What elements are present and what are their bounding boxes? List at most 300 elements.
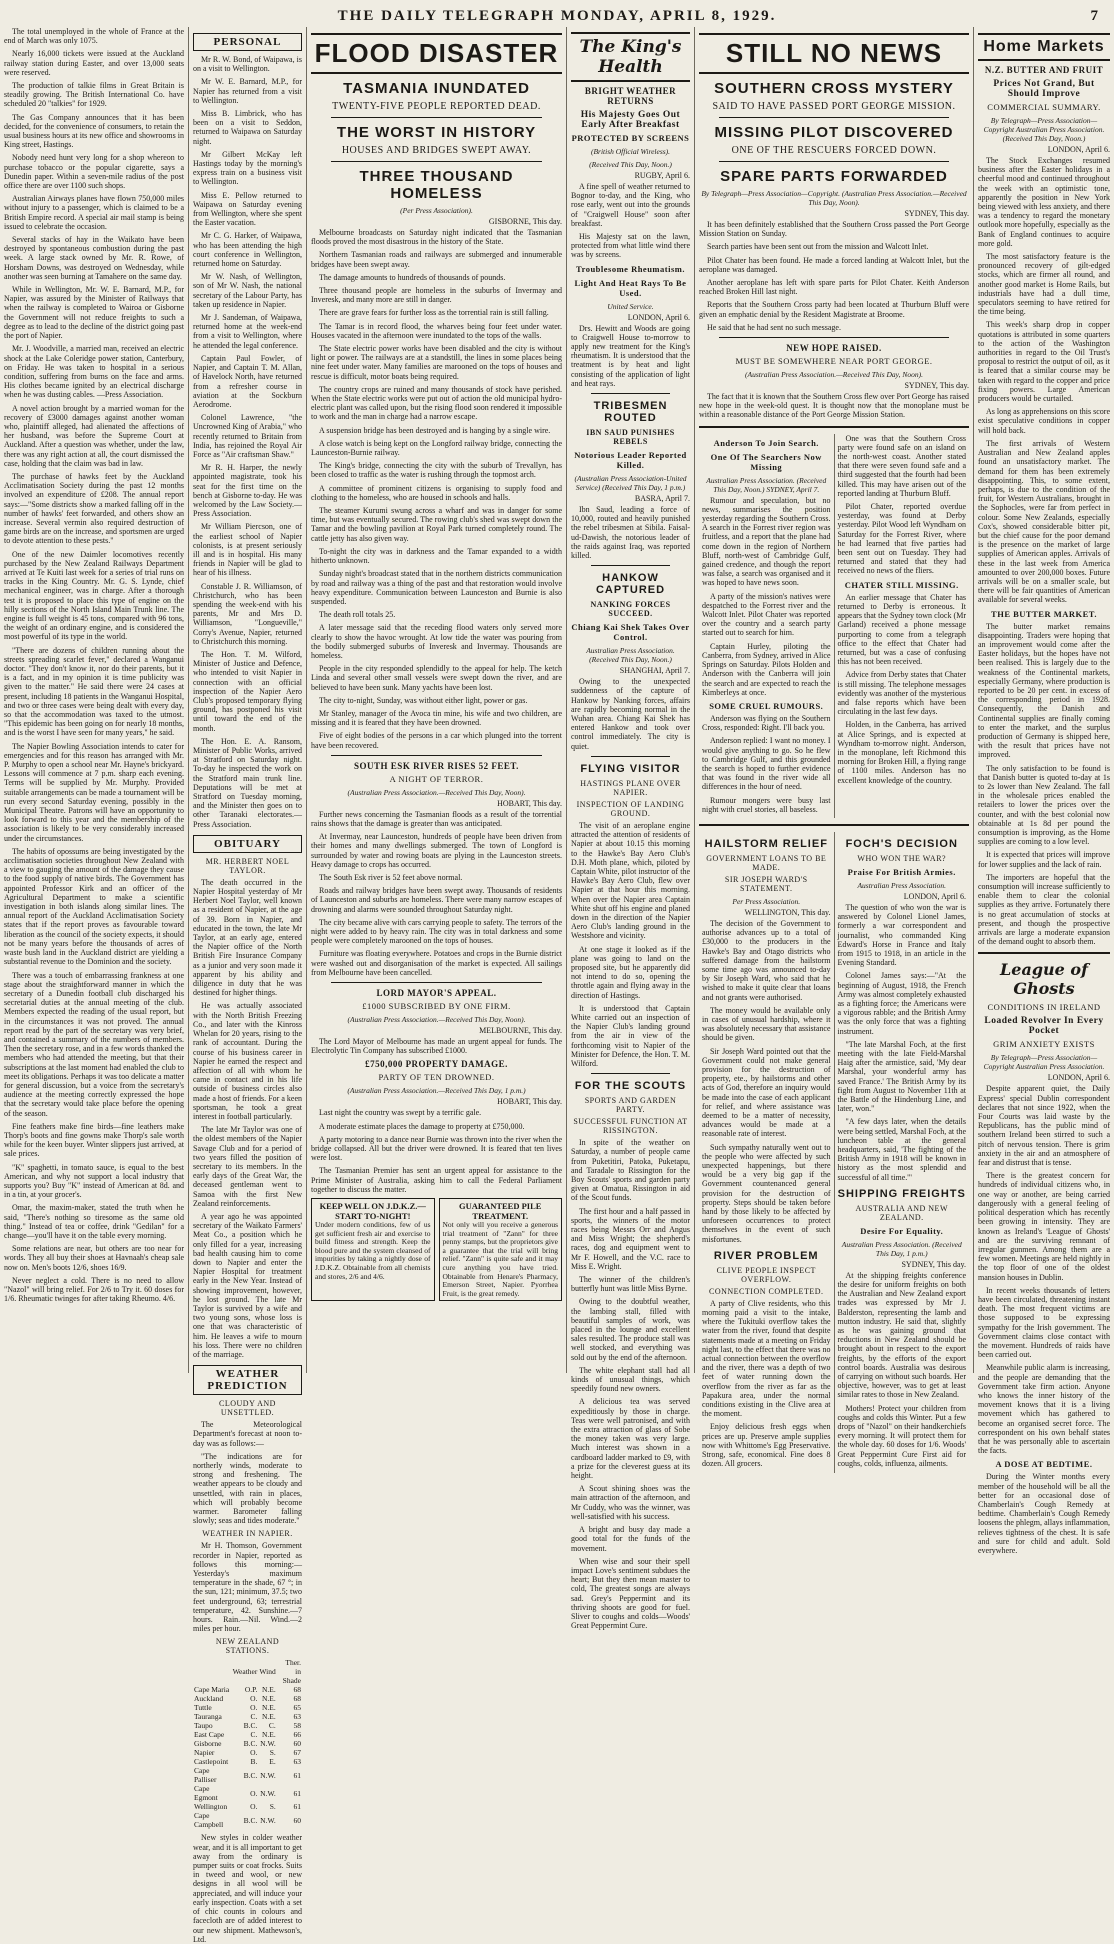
sub-heading: One Of The Searchers Now Missing (710, 451, 822, 472)
party-paragraph: Last night the country was swept by a terrific gale. (319, 1108, 482, 1118)
river-subheading: CLIVE PEOPLE INSPECT OVERFLOW. (716, 1265, 816, 1284)
table-row (193, 1748, 302, 1757)
esk-paragraph: The South Esk river is 52 feet above normal. (319, 872, 463, 882)
property-heading: £750,000 PROPERTY DAMAGE. (365, 1059, 508, 1070)
missing-pilot-headline: MISSING PILOT DISCOVERED (714, 124, 954, 141)
party-paragraph: A moderate estimate places the damage to property at £750,000. (319, 1121, 525, 1131)
table-cell: S. (269, 1802, 276, 1812)
flying-subheading-2: INSPECTION OF LANDING GROUND. (576, 799, 685, 818)
flood-paragraph: There are grave fears for further loss as the torrential rain is still falling. (319, 308, 549, 318)
personal-item: Mr R. W. Bond, of Waipawa, is on a visit to Wellington. (193, 55, 302, 74)
news-paragraph: Nobody need hunt very long for a shop whereon to purchase tobacco or the popular cigarette, says a Dunedin paper. Within a seven-mile radius of the post office there are over 1100 such shops. (4, 153, 184, 191)
flood-paragraph: The death roll totals 25. (319, 610, 396, 620)
table-row (193, 1739, 302, 1748)
foch-praise-heading: Praise For British Armies. (847, 866, 956, 877)
scouts-subheading: SPORTS AND GARDEN PARTY. (584, 1096, 677, 1115)
table-cell: 66 (293, 1730, 301, 1740)
table-cell: Cape Campbell (194, 1811, 224, 1830)
sub-heading: SOME CRUEL RUMOURS. (709, 700, 824, 711)
stations-header-cell: Ther. in Shade (282, 1658, 301, 1686)
news-paragraph: There was a touch of embarrassing frankness at one stage about the straightforward manner in which the secretary of a Dunedin football club discharged his secretarial duties at the annual meeting of the club. Members expected the reading of the usual report, but in the circumstances it was not proved. The annual report read by the part of the secretary was very brief, and contained a summary of the numbers of members. Then the secretary rose, and in a few words thanked the members who had attended the meeting, but that their subscriptions at the last moment had enabled the club to meet its obligations. Perhaps it was too delicate a matter for general discussion, but a voice from the secretary's audience at the meeting correctly expressed the hope that the secretary would take place before the opening of the season. (4, 970, 184, 1118)
sc-credit: By Telegraph—Press Association—Copyright. (Australian Press Association.—Received This Day, Noon). (701, 189, 967, 207)
personal-item: The Hon. T. M. Wilford, Minister of Justice and Defence, who intended to visit Napier in connection with an official inspection of the Napier Aero Club's proposed temporary flying ground, has postponed his visit until toward the end of the month. (193, 649, 302, 733)
table-cell: C. (268, 1721, 276, 1731)
light-heat-heading: Light And Heat Rays To Be Used. (574, 277, 687, 298)
flood-paragraph: A close watch is being kept on the Longford railway bridge, connecting the Launceston-Burnie railway. (311, 438, 562, 458)
table-cell: 65 (293, 1703, 301, 1713)
markets-story (978, 156, 1110, 605)
table-row (193, 1766, 302, 1784)
scouts-paragraph: The winner of the children's butterfly hunt was little Miss Byrne. (571, 1275, 690, 1294)
flood-paragraph: Northern Tasmanian roads and railways are submerged and innumerable bridges have been swept away. (311, 250, 562, 269)
scouts-paragraph: The first hour and a half passed in sports, the winners of the motor races being Messrs Orr and Angus and Miss Wright; the shepherd's races, dog and equipment went to Mr F. Howell, and the V.C. race to Miss E. Wright. (571, 1206, 690, 1271)
esk-heading: SOUTH ESK RIVER RISES 52 FEET. (354, 760, 519, 771)
flying-visitor-heading: FLYING VISITOR (580, 762, 681, 775)
majesty-heading: His Majesty Goes Out Early After Breakfast (580, 110, 681, 130)
river-paragraph: A party of Clive residents, who this morning paid a visit to the intake, where the Tukituki overflow takes the water from the river, found that despite statements made at a meeting on Friday night last, to the effect that there was no actual connection between the overflow and the river, there was a depth of two feet of water running down the overflow from the river as far as the Papakura area, under the normal conditions existing in the Clive area at the moment. (702, 1298, 831, 1419)
personal-item: Mr Gilbert McKay left Hastings today by the morning's express train on a business visit to Wellington. (193, 149, 302, 187)
screens-heading: PROTECTED BY SCREENS (571, 133, 690, 143)
flood-paragraph: Sunday night's broadcast stated that in the northern districts communication by road and railway was a thing of the past and that restoration would involve heavy expenditure. Communication between Launceston and Burnie is also suspended. (311, 569, 562, 606)
tribes-credit: (Australian Press Association-United Service) (Received This Day, 1 p.m.) (574, 474, 687, 493)
prices-heading: Prices Not Grand, But Should Improve (993, 79, 1095, 99)
left-subcolumn-lower (699, 832, 835, 1473)
scouts-paragraph: The white elephant stall had all kinds of unusual things, which speedily found new owners. (571, 1365, 690, 1394)
table-cell: Tuttle (194, 1703, 212, 1713)
news-paragraph: The habits of opossums are being investigated by the acclimatisation societies throughout New Zealand with a view to gauging the amount of the damage they cause to the food supply of native birds. The Government has appointed Professor Kirk and an officer of the Agricultural Department to make a scientific investigation in both islands along similar lines. The annual report of the Auckland Acclimatisation Society states that if the report proves as favourable toward liberation as the council of the society expects, it should not be many years before the thousands of acres of waste bush land in the Auckland district are yielding a substantial revenue to the Dominion and the society. (4, 846, 184, 967)
hope-credit: (Australian Press Association.—Received This Day, Noon). (745, 370, 923, 380)
markets-paragraph: As long as apprehensions on this score exist speculative conditions in copper will hold back. (978, 407, 1110, 435)
new-hope-subheading: MUST BE SOMEWHERE NEAR PORT GEORGE. (735, 356, 933, 367)
ship-dateline: SYDNEY, This day. (901, 1259, 966, 1269)
ghosts-story (978, 1084, 1110, 1455)
sc-paragraph: Pilot Chater has been found. He made a forced landing at Walcott Inlet, but the aeroplane was damaged. (699, 255, 969, 274)
table-cell: N.W. (260, 1815, 276, 1825)
table-cell: 58 (293, 1721, 301, 1731)
table-row (193, 1694, 302, 1703)
personal-item: Mr W. E. Barnard, M.P., for Napier has returned from a visit to Wellington. (193, 77, 302, 105)
news-paragraph: Never neglect a cold. There is no need to allow "Nazol" will bring relief. For 2/6 to Try it. 60 doses for 1/6. Rheumatic twinges for after taking Rheumo. 4/6. (4, 1275, 184, 1304)
butter-story (978, 622, 1110, 947)
sc-story (699, 220, 969, 332)
egg-advert: Enjoy delicious fresh eggs when prices are up. Preserve ample supplies now with Whittome's Egg Preservative. Strong, safe, economical. Fine does 8 dozen. All grocers. (702, 1422, 831, 1469)
table-cell: N.W. (260, 1788, 276, 1798)
revolver-heading: Loaded Revolver In Every Pocket (984, 1016, 1104, 1037)
nanking-subheading: NANKING FORCES SUCCEED. (590, 600, 671, 619)
table-cell: N.E. (261, 1685, 276, 1695)
party-credit: (Australian Press Association.—Received This Day, 1 p.m.) (347, 1086, 526, 1096)
ghosts-credit: By Telegraph—Press Association—Copyright Australian Press Association. (983, 1053, 1105, 1072)
houses-subheading: HOUSES AND BRIDGES SWEPT AWAY. (341, 145, 532, 156)
masthead (0, 0, 1114, 26)
table-cell: Cape Maria (194, 1685, 230, 1695)
party-paragraph: The Tasmanian Premier has sent an urgent appeal for assistance to the Prime Minister of Australia, asking him to call the Federal Parliament together to discuss the matter. (311, 1166, 562, 1194)
obituary-paragraph: A year ago he was appointed secretary of the Waikato Farmers' Meat Co., a position which he only filled for a year, increasing bad health causing him to come down to Napier and enter the Napier Hospital for treatment early in the New Year. Instead of showing improvement, however, he lost ground. The late Mr Taylor is survived by a wife and two young sons, whose loss is one that was characteristic of him. He leaves a wife to mourn his loss. There were no children of the marriage. (193, 1211, 302, 1359)
butter-paragraph: It is expected that prices will improve for lower supplies and the lack of rain. (978, 850, 1110, 869)
tribes-dateline: BASRA, April 7. (634, 494, 690, 504)
two-column-section (699, 434, 969, 818)
party-story (311, 1108, 562, 1194)
table-row (193, 1757, 302, 1766)
table-cell: O. (250, 1694, 258, 1704)
napier-weather-text: Mr H. Thomson, Government recorder in Napier, reported as follows this morning:—Yesterday's maximum temperature in the shade, 67 °; in the sun, 121; minimum, 37.5; two feet underground, 63; terrestrial temperature, 42. Sunshine.—7 hours. Rain.—Nil. Wind.—2 miles per hour. (193, 1541, 302, 1634)
table-cell: N.E. (261, 1694, 276, 1704)
foch-paragraph: The question of who won the war is answered by Colonel Lionel James, formerly a war correspondent and journalist, who commanded King Edward's Horse in France and Italy from 1915 to 1918, in an article in the Evening Standard. (837, 902, 966, 968)
foch-story (838, 903, 967, 1182)
kings-credit: (British Official Wireless). (590, 147, 671, 156)
sub-paragraph: Pilot Chater, reported overdue yesterday, was found at Derby yesterday. Pilot Wood left Wyndham on Saturday for the Forrest River, where he had learned that five parties had been sent out on Tuesday. They had returned and stated that they had received no news of the fliers. (837, 502, 966, 576)
port-george-subheading: SAID TO HAVE PASSED PORT GEORGE MISSION. (712, 101, 956, 112)
worst-headline: THE WORST IN HISTORY (336, 124, 537, 141)
column-news-briefs (0, 27, 189, 1373)
light-story (571, 324, 690, 388)
ghosts-dateline: LONDON, April 6. (1047, 1073, 1110, 1083)
left-subcolumn (699, 434, 835, 818)
table-cell: Wellington (194, 1802, 228, 1812)
commercial-heading: COMMERCIAL SUMMARY. (987, 102, 1101, 112)
closing-advert: When wise and sour their spell impact Love's sentiment subdues the heart; But they then mean master to cold, The greatest songs are always sad. Grey's Peppermint and its thriving shoots are good for fuel. Sliver to coughs and colds—Woods' Great Peppermint Cure. (571, 1556, 690, 1631)
ghosts-paragraph: Meanwhile public alarm is increasing, and the people are demanding that the Government take firm action. Anyone who knows the inner history of the movement knows that it is a living movement which has gathered to become an organised secret force. The correspondent on his own behalf states that he was personally able to ascertain the facts. (978, 1363, 1110, 1456)
hail-paragraph: The money would be available only in cases of unusual hardship, where it was absolutely necessary that assistance should be given. (702, 1005, 831, 1043)
ibn-saud-subheading: IBN SAUD PUNISHES REBELS (586, 428, 675, 447)
butter-paragraph: The importers are hopeful that the consumption will increase sufficiently to enable them to clear the colonial supplies as they arrive. Fortunately there is no great accumulation of stocks at present, and though the prospective arrivals are large a moderate expansion of the demand ought to absorb them. (978, 872, 1110, 947)
advert-jdkz (311, 1198, 435, 1301)
table-row (193, 1685, 302, 1694)
table-cell: B.C. (243, 1721, 258, 1731)
table-row (193, 1802, 302, 1811)
table-cell: 67 (293, 1748, 301, 1758)
mayor-credit: (Australian Press Association.—Received This Day, Noon). (347, 1015, 526, 1024)
hankow-credit: Australian Press Association. (Received This Day, Noon.) (586, 646, 675, 665)
table-cell: Cape Palliser (194, 1766, 217, 1785)
foch-paragraph: "The late Marshal Foch, at the first meeting with the late Field-Marshal Haig after the armistice, said, 'My dear Marshal, your wonderful army has saved France.' The British Army by its fight from August to November 11th at the Battle of the Hindenburg Line, and later, won." (837, 1039, 966, 1114)
column-home-markets (974, 27, 1114, 1555)
personal-item: Mr William Piercson, one of the earliest school of Napier colonists, is at present seriously ill and is in hospital. His many friends in Napier will be glad to hear of his illness. (193, 522, 302, 578)
flood-paragraph: The steamer Kurumi swung across a wharf and was in danger for some time, but was eventually secured. The rowing club's shed was swept down the Tamar and the bowling pavilion at Royal Park turned completely round. The cattle jetty has also given way. (311, 506, 562, 543)
esk-paragraph: Further news concerning the Tasmanian floods as a result of the torrential rains shows that the damage is greater than was anticipated. (311, 809, 562, 828)
esk-paragraph: The city became alive with cars carrying people to safety. The terrors of the night were added to by heavy rain. The city was in total darkness and some people were completely marooned on the tops of houses. (311, 917, 562, 946)
kings-paragraph: A fine spell of weather returned to Bognor to-day, and the King, who rose early, went out into the grounds of "Craigwell House" soon after breakfast. (571, 182, 690, 228)
ireland-subheading: CONDITIONS IN IRELAND (987, 1002, 1101, 1013)
table-row (193, 1811, 302, 1829)
stations-heading: NEW ZEALAND STATIONS. (215, 1637, 280, 1656)
table-cell: East Cape (194, 1730, 225, 1740)
closing-advert: New styles in colder weather wear, and it is all important to get away from the ordinary is pumper suits or coat frocks. Suits in tweed and wool, or new designs in all wool will be appreciated, and will induce your early inspection. Coats with a set of chic counts in colours and facecloth are of added interest to our new shipment. Mathewson's, Ltd. (193, 1833, 302, 1944)
advert-pile (439, 1198, 563, 1301)
rheumatism-heading: Troublesome Rheumatism. (576, 263, 685, 274)
sub-heading: CHATER STILL MISSING. (844, 579, 959, 590)
tasmania-headline: TASMANIA INUNDATED (343, 80, 530, 97)
table-cell: N.E. (261, 1712, 276, 1722)
flood-paragraph: Melbourne broadcasts on Saturday night indicated that the Tasmanian floods proved the most disastrous in the history of the State. (311, 228, 562, 247)
table-cell: 61 (293, 1788, 301, 1798)
table-cell: 60 (293, 1739, 301, 1749)
stations-header-row (193, 1658, 302, 1685)
personal-item: The Hon. E. A. Ransom, Minister of Public Works, arrived at Stratford on Saturday night. To-day he inspected the work on the Stratford main trunk line. Deputations will be met at Stratford on Tuesday morning, and the Minister then goes on to other Taranaki electorates.—Press Association. (193, 736, 302, 829)
sub-paragraph: Advice from Derby states that Chater is still missing. The telephone messages evidently was another of the mysterious and false reports which have been circulating in the last few days. (837, 670, 966, 717)
bedtime-advert-heading: A DOSE AT BEDTIME. (995, 1459, 1093, 1470)
table-cell: N.E. (261, 1730, 276, 1740)
news-paragraph: Australian Airways planes have flown 750,000 miles without injury to a passenger, which is claimed to be a British Empire record. A special air mail stamp is being issued to celebrate the occasion. (4, 194, 184, 231)
sc-paragraph: He said that he had sent no such message. (707, 322, 841, 332)
mayor-dateline: MELBOURNE, This day. (479, 1026, 562, 1035)
kings-paragraph: His Majesty sat on the lawn, protected from what little wind there was by screens. (571, 232, 690, 260)
table-cell: N.W. (260, 1770, 276, 1780)
table-cell: C. (250, 1712, 258, 1722)
table-cell: Taupo (194, 1721, 213, 1731)
table-cell: Cape Egmont (194, 1784, 218, 1803)
hope-dateline: SYDNEY, This day. (904, 381, 969, 391)
sub-paragraph: An earlier message that Chater has returned to Derby is erroneous. It appears that the Sydney town clock (Mr Garland) received a phone message purporting to come from a telegraph office to the effect that Chater had returned, but was a case of confusing this has not been received. (837, 592, 966, 667)
scouts-subheading-2: SUCCESSFUL FUNCTION AT RISSINGTON. (573, 1117, 688, 1136)
foch-credit: Australian Press Association. (857, 880, 947, 890)
sub-paragraph: Anderson replied: I want no money. I would give anything to go. So he flew to Cambridge Gulf, and this grounded the search is hoped to further evidence that was found in the river wide all differences in the hour of need. (702, 736, 831, 792)
markets-paragraph: The most satisfactory feature is the pronounced recovery of gilt-edged stocks, which are firmer all round, and another good market is Home Rails, but industrials have had a dull time, speculators seeming to have retired for the time being. (978, 252, 1110, 317)
table-cell: 60 (293, 1815, 301, 1825)
obituary-paragraph: The death occurred in the Napier Hospital yesterday of Mr Herbert Noel Taylor, well known as a resident of Napier, at the age of 39. Born in Napier, and educated in the town, the late Mr Taylor, at an early age, entered the Napier office of the North British Fire Insurance Company as a junior and very soon made it apparent by his ability and diligence in duty that he was destined for higher things. (193, 877, 302, 998)
foch-paragraph: "A few days later, when the details were being settled, Marshal Foch, at the luncheon table at the general headquarters, said, 'The fighting of the British Army in 1918 will be known in history as the most splendid and successful of all time.'" (837, 1117, 966, 1182)
flood-paragraph: A later message said that the receding flood waters only served more clearly to show the havoc wrought. At low tide the water was pouring from the bodily submerged suburbs of Inveresk and Invermay. Thousands are homeless. (311, 623, 562, 660)
tribesmen-heading: TRIBESMEN ROUTED (593, 400, 668, 425)
table-cell: S. (269, 1748, 276, 1758)
table-cell: O.P. (244, 1685, 258, 1695)
esk-dateline: HOBART, This day. (497, 798, 562, 808)
hankow-dateline: SHANGHAI, April 7. (619, 666, 690, 676)
hail-story (702, 919, 831, 1244)
news-paragraph: Several stacks of hay in the Waikato have been destroyed by spontaneous combustion during the past week. A large stack owned by Mr. R. Rowe, of Horsham Downs, was destroyed on Wednesday, while another was seen burning at Tamahere on the same day. (4, 235, 184, 281)
flood-paragraph: The King's bridge, connecting the city with the suburb of Trevallyn, has been closed to traffic as the water is rushing through the topmost arch. (311, 461, 562, 480)
light-paragraph: Drs. Hewitt and Woods are going to Craigwell House to-morrow to apply new treatment for the King's rheumatism. It is understood that the treatment is by heat and light consisting of the application of light and heat rays. (571, 323, 690, 388)
bedtime-advert-text: During the Winter months every member of the household will be all the better for an occasional dose of Chamberlain's Cough Remedy at bedtime. Chamberlain's Cough Remedy loosens the phlegm, allays inflammation, relieves tightness of the chest. It is safe and sure for child and adult. Sold everywhere. (978, 1472, 1110, 1555)
ads-row (311, 1198, 562, 1301)
napier-weather-heading: WEATHER IN NAPIER. (202, 1529, 293, 1539)
advert-pile-title: GUARANTEED PILE TREATMENT. (459, 1201, 542, 1222)
hail-paragraph: Sir Joseph Ward pointed out that the Government could not make general provision for the destruction of property, ete., by hailstorms and other acts of God, therefore an inquiry would be made into the case of each applicant for relief, and where assistance was deemed to be a matter of necessity, advances would be made at a reasonable rate of interest. (702, 1046, 831, 1139)
butter-paragraph: The only satisfaction to be found is that Danish butter is quoted to-day at 1s to 2s lower than New Zealand. The fall in the wholesale prices enabled the retailers to lower the prices over the counter, and with the best colonial now obtainable at 1s 8d per pound the consumption is improving, as the Home supplies are coming to a low level. (978, 763, 1110, 847)
table-cell: C. (250, 1730, 258, 1740)
esk-story (311, 810, 562, 977)
table-cell: Napier (194, 1748, 215, 1758)
butter-market-heading: THE BUTTER MARKET. (991, 608, 1097, 619)
markets-dateline: LONDON, April 6. (1047, 145, 1110, 154)
hankow-story: Owing to the unexpected suddenness of the capture of Hankow by Nanking forces, affairs are rapidly becoming normal in the Wuhan area. Chiang Kai Shek has entered Hankow and took over control immediately. The city is quiet. (571, 677, 690, 751)
hailstorm-subheading-2: SIR JOSEPH WARD'S STATEMENT. (724, 874, 808, 893)
personal-item: Colonel Lawrence, "the Uncrowned King of Arabia," who recently returned to Britain from India, has rejoined the Royal Air Force as "Air craftsman Shaw." (193, 413, 302, 459)
flood-paragraph: A committee of prominent citizens is organising to supply food and clothing to the homeless, who are housed in schools and halls. (311, 483, 562, 502)
personal-item: Captain Paul Fowler, of Napier, and Captain T. M. Allan, of Havelock North, have returned from a refresher course in aviation at the Sockburn Aerodrome. (193, 353, 302, 409)
shipping-subheading: AUSTRALIA AND NEW ZEALAND. (855, 1203, 948, 1222)
stations-header-cell: Weather (232, 1667, 258, 1677)
table-cell: B.C. (243, 1739, 258, 1749)
news-paragraph: Some relations are near, but others are too near for words. They all buy their shoes at Havnaah's cheap sale now on. Men's boots 12/6, shoes 16/9. (4, 1244, 184, 1272)
sub-heading: Anderson To Join Search. (713, 437, 819, 448)
shipping-equality-heading: Desire For Equality. (860, 1225, 944, 1236)
sc-paragraph: Reports that the Southern Cross party had been located at Thurburn Bluff were given an emphatic denial by the Resident Magistrate at Broome. (699, 300, 969, 319)
stations-header-cell (193, 1658, 232, 1685)
bright-weather-heading: BRIGHT WEATHER RETURNS (584, 86, 677, 106)
light-dateline: LONDON, April 6. (627, 312, 690, 322)
kings-credit-received: (Received This Day, Noon.) (589, 160, 672, 169)
mayor-heading: LORD MAYOR'S APPEAL. (376, 988, 497, 998)
flood-paragraph: To-night the city was in darkness and the Tamar expanded to a width hitherto unknown. (311, 546, 562, 566)
ghosts-paragraph: Despite apparent quiet, the Daily Express' special Dublin correspondent declares that not since 1922, when the Four Courts was laid waste by the Republicans, has the public mind of southern Ireland been stirred to such a pitch of nervous tension. There is grim anxiety in the air and an atmosphere of fear and distrust that is tense. (978, 1084, 1110, 1168)
party-dateline: HOBART, This day. (497, 1097, 562, 1107)
tribes-leader-heading: Notorious Leader Reported Killed. (574, 450, 687, 471)
page-number: 7 (1090, 8, 1098, 24)
kings-story (571, 182, 690, 260)
party-heading: PARTY OF TEN DROWNED. (378, 1072, 495, 1083)
flood-dateline: GISBORNE, This day. (488, 217, 562, 226)
news-paragraph: The purchase of hawks feet by the Auckland Acclimatisation Society during the past 12 months involved an expenditure of £208. The annual report says:—"Some districts show a marked falling off in the number of hawks' feet forwarded, and others show an increase. Several vermin also required destruction of game birds are on the increase, and sportsmen are urged to devote attention to these pests." (4, 471, 184, 546)
markets-paragraph: This week's sharp drop in copper quotations is attributed in some quarters to the action of the Washington authorities in regard to the Oil Trust's proposal to restrict the output of oil, as it is feared that a similar course may be taken with regard to the copper and price fixing powers. Large American producers would be curtailed. (978, 320, 1110, 404)
table-row (193, 1730, 302, 1739)
weather-heading: WEATHER PREDICTION (193, 1365, 302, 1395)
column-personal (189, 27, 307, 1944)
column-southern-cross (695, 27, 974, 1469)
table-cell: 63 (293, 1757, 301, 1767)
flying-subheading: HASTINGS PLANE OVER NAPIER. (580, 778, 681, 797)
league-of-ghosts-headline: League of Ghosts (1000, 960, 1088, 999)
dead-subheading: TWENTY-FIVE PEOPLE REPORTED DEAD. (332, 101, 541, 112)
table-cell: Auckland (194, 1694, 224, 1704)
sub-paragraph: One was that the Southern Cross party were found safe on an island on the north-west coast. Another stated that there were seven found safe and a third suggested that the fourth had been killed. This may have arisen out of the reported landing at Thurburn Bluff. (837, 433, 966, 498)
personal-items (193, 55, 302, 829)
esk-paragraph: Roads and railway bridges have been swept away. Thousands of residents of Launceston and suburbs are homeless. There were many narrow escapes of drowning and alarms were sounded throughout Saturday night. (311, 886, 562, 914)
sc-dateline: SYDNEY, This day. (904, 209, 969, 218)
table-cell: O. (250, 1788, 258, 1798)
anxiety-subheading: GRIM ANXIETY EXISTS (993, 1039, 1095, 1050)
table-cell: Gisborne (194, 1739, 222, 1749)
table-cell: 68 (293, 1694, 301, 1704)
new-hope-heading: NEW HOPE RAISED. (786, 343, 882, 354)
flood-paragraph: People in the city responded splendidly to the appeal for help. The ketch Linda and several other small vessels were swept down the river, and are believed to have been sunk. Many yachts have been lost. (311, 664, 562, 692)
table-cell: 68 (293, 1685, 301, 1695)
flood-paragraph: Five of eight bodies of the persons in a car which plunged into the torrent have been recovered. (311, 731, 562, 750)
news-paragraph: "K" spaghetti, in tomato sauce, is equal to the best American, and why not support a local industry that supports you? Buy "K" instead of American at 8d. and in a tin, at your grocer's. (4, 1162, 184, 1200)
table-cell: Tauranga (194, 1712, 222, 1722)
two-column-section-lower (699, 832, 969, 1473)
news-paragraph: The production of talkie films in Great Britain is steadily growing. The British International Co. have scheduled 20 "talkies" for 1929. (4, 81, 184, 109)
flood-story (311, 228, 562, 750)
tribes-story: Ibn Saud, leading a force of 10,000, routed and heavily punished the rebel tribesmen at Sibila. Faisal-ud-Dawish, the notorious leader of the raids against Iraq, was reported killed. (571, 505, 690, 561)
ghosts-paragraph: In recent weeks thousands of letters have been circulated, threatening instant death. The most frequent victims are those supposed to be expressing sympathy for the Irish government. The Government claims close contact with the movement. Hundreds of raids have been carried out. (978, 1285, 1110, 1360)
news-paragraph: "There are dozens of children running about the streets spreading scarlet fever," declared a Wanganui doctor. "They don't know it, nor do their parents, but it is a fact, and in my opinion it is time publicity was given to the matter." He said there were 24 cases at present, including 18 patients in the Wanganui Hospital, and two or three cases were being dealt with every day, so that the accommodation was taxed to the utmost. "This epidemic has been going on for nearly 18 months, and is the worst I have seen for many years," he said. (4, 645, 184, 738)
flood-paragraph: A suspension bridge has been destroyed and is hanging by a single wire. (319, 425, 551, 435)
flying-paragraph: The visit of an aeroplane engine attracted the attention of residents of Napier at about 10.15 this morning to the Hawke's Bay Aero Club's D.H. Moth plane, which, piloted by Captain White, pilot instructor of the Hawke's Bay Aero Club, flew over Napier at that hour this morning. When over the Napier area Captain White shut off his engine and planed down in the direction of the Napier Aero Club's landing ground in the Westshore and vicinity. (571, 820, 690, 941)
personal-item: Mr C. G. Harker, of Waipawa, who has been attending the high court conference in Wellington, returned home on Saturday. (193, 231, 302, 269)
markets-paragraph: The Stock Exchanges resumed business after the Easter holidays in a cheerful mood and continued throughout the week with an optimistic tone, apparently the position in New York being viewed with less anxiety, and there was a tendency to regard the monetary outlook more hopefully, especially as the Bank of England continues to acquire more gold. (978, 156, 1110, 248)
flood-headline: FLOOD DISASTER (311, 33, 562, 74)
flood-paragraph: The damage amounts to hundreds of thousands of pounds. (319, 272, 506, 282)
news-paragraph: A novel action brought by a married woman for the recovery of £3000 damages against another woman who, plaintiff alleged, had alienated the affections of her husband, was before the Supreme Court at Auckland. After a question was whether, under the law, there was any right action at all, the court dismissed the case, holding that the claim was bad in law. (4, 403, 184, 468)
river-story (702, 1299, 831, 1419)
table-cell: B.C. (243, 1770, 258, 1780)
column-kings-health (567, 27, 695, 1631)
news-paragraph: The total unemployed in the whole of France at the end of March was only 1075. (4, 27, 184, 46)
foch-subheading: WHO WON THE WAR? (857, 853, 947, 863)
news-paragraph: The Gas Company announces that it has been decided, for the convenience of consumers, to retain the usual business hours at its new office and showrooms in King street, Hastings. (4, 112, 184, 150)
mayor-subheading: £1000 SUBSCRIBED BY ONE FIRM. (362, 1001, 511, 1011)
foch-paragraph: Colonel James says:—"At the beginning of August, 1918, the French Army was almost completely exhausted as a fighting force; the Americans were a vigorous rabble; and the British Army was the only force that was a fighting instrument. (837, 971, 966, 1036)
advert-pile-text: Not only will you receive a generous trial treatment of "Zann" for three penny stamps, but the proprietors give a guarantee that the trial will bring relief. "Zann" is quite safe and it may cure anything you have tried. Obtainable from Henare's Pharmacy, Emerson Street, Napier. Pyorrhea Fruit, is the great remedy. (442, 1220, 558, 1298)
hope-story: The fact that it is known that the Southern Cross flew over Port George has raised new hope in the week-old quest. It is thought now that the monoplane must be within a reasonable distance of the Port George Mission Station. (699, 392, 969, 420)
markets-credit: By Telegraph—Press Association—Copyright Australian Press Association. (Received This Day, Noon.) (983, 116, 1105, 143)
news-paragraph: One of the new Daimler locomotives recently purchased by the New Zealand Railways Department arrived at Te Kuiti last week for a series of trial runs on tracks in the King Country. Mr. G. S. Lynde, chief mechanical engineer, was in charge. After a thorough test it is proposed to place this type of engine on the hilly sections of the North Island Main Trunk line. The engine is full weight is 45 tons, compared with 96 tons, the weight of an ordinary engine, and is considered the most powerful of its type in the world. (4, 549, 184, 642)
kings-health-headline: The King's Health (571, 32, 690, 82)
butter-fruit-heading: N.Z. BUTTER AND FRUIT (984, 65, 1104, 75)
esk-paragraph: Furniture was floating everywhere. Potatoes and crops in the Burnie district were washed out and disorganisation of the market is expected. All sailings from Melbourne have been cancelled. (311, 949, 562, 977)
flying-paragraph: At one stage it looked as if the plane was going to land on the proposed site, but he apparently did not intend to do so, opening the throttle again and flying away in the direction of Hastings. (571, 944, 690, 1000)
sub-paragraph: Captain Hurley, piloting the Canberra, from Sydney, arrived in Alice Springs on Saturday. Pilots Holden and Anderson with the Canberra will join the search and are expected to reach the Kimberleys at once. (702, 641, 831, 697)
hailstorm-subheading: GOVERNMENT LOANS TO BE MADE. (706, 853, 827, 872)
esk-subheading: A NIGHT OF TERROR. (389, 773, 484, 784)
sub-paragraph: A party of the mission's natives were despatched to the Forrest river and the Walcott Inlet. Pilot Chater was reported over the country and a search party started out to search for him. (702, 591, 831, 638)
flood-paragraph: The city to-night, Sunday, was without either light, power or gas. (319, 695, 528, 705)
obituary-paragraph: He was actually associated with the North British Freezing Co., and later with the Kinross Whelan for 20 years, rising to the rank of accountant. During the course of his business career in Napier he earned the respect and affection of all with whom he came in contact and in his life outside of business circles also made a host of friends. For a keen sportsman, he took a great interest in football particularly. (193, 1001, 302, 1121)
table-row (193, 1784, 302, 1802)
obituary-heading: OBITUARY (193, 835, 302, 853)
southern-cross-headline: SOUTHERN CROSS MYSTERY (714, 80, 954, 97)
table-cell: B.C. (243, 1815, 258, 1825)
scouts-story (571, 1138, 690, 1553)
hankow-heading: HANKOW CAPTURED (595, 572, 666, 597)
flood-paragraph: Mr Stanley, manager of the Avoca tin mine, his wife and two children, are missing and it is feared that they have been drowned. (311, 708, 562, 728)
personal-item: Mr J. Sandeman, of Waipawa, returned home at the week-end from a visit to Wellington, where he attended the legal conference. (193, 313, 302, 350)
table-row (193, 1703, 302, 1712)
scouts-paragraph: A bright and busy day made a good total for the funds of the movement. (571, 1525, 690, 1553)
news-paragraph: Omar, the maxim-maker, stated the truth when he said, "There's nothing so tiresome as the same old thing." Instead of tea or coffee, drink "Gedilan" for a change—you'll have it on the table every morning. (4, 1203, 184, 1240)
esk-credit: (Australian Press Association.—Received This Day, Noon). (347, 787, 526, 797)
scouts-heading: FOR THE SCOUTS (574, 1080, 687, 1093)
stations-header-cell: Wind (259, 1667, 276, 1677)
scouts-paragraph: In spite of the weather on Saturday, a number of people came from Puketitiri, Patoka, Puketapu, and Taradale to Rissington for the Boy Scouts' sports and garden party given at Omatua, Rissington in aid of the Scout funds. (571, 1138, 690, 1203)
hail-paragraph: The decision of the Government to authorise advances up to a total of £30,000 to the producers in the Hawke's Bay and Otago districts who suffered damage from the hailstorm some time ago was announced to-day by Sir Joseph Ward, who said that he wished to make it quite clear that loans and not grants were authorised. (702, 918, 831, 1002)
flood-credit: (Per Press Association). (400, 206, 473, 215)
flood-paragraph: The State electric power works have been disabled and the city is without light or power. The railways are at a standstill, the lines in some places being nine feet under water. Many families are marooned on the tops of houses and rescue is difficult, motor boats being required. (311, 344, 562, 381)
flying-paragraph: It is understood that Captain White carried out an inspection of the Napier Club's landing ground from the air in view of the forthcoming visit to Napier of the Minister for Defence, the Hon. T. M. Wilford. (571, 1003, 690, 1068)
foch-heading: FOCH'S DECISION (845, 837, 958, 850)
sub-paragraph: Rumour mongers were busy last night with cruel stories, all baseless. (702, 795, 831, 814)
ship-story: At the shipping freights conference the desire for uniform freights on both the Australian and New Zealand export trades was expressed by Mr J. Balderston, representing the lamb and mutton industry. He said that, slightly as he was gaining ground that reductions in New Zealand should be brought about in respect to the export freights, by the efforts of the export control boards. Australia was desirous of carrying on without such boards. Her objective, however, was to get at least similar rates to those in New Zealand. (837, 1270, 966, 1400)
flood-paragraph: Three thousand people are homeless in the suburbs of Invermay and Inveresk, and many more are still in danger. (311, 286, 562, 305)
party-paragraph: A party motoring to a dance near Burnie was thrown into the river when the bridge collapsed. All but the driver were drowned. It is feared that ten lives were lost. (311, 1134, 562, 1163)
weather-paragraph: "The indications are for northerly winds, moderate to strong and freshening. The weather appears to be cloudy and unsettled, with rain in places, which will probably become warmer. Barometer falling slowly; seas and tides moderate." (193, 1451, 302, 1526)
obituary-text (193, 878, 302, 1359)
chiang-heading: Chiang Kai Shek Takes Over Control. (571, 622, 690, 643)
sub-paragraph: Rumour and speculation, but no news, summarises the position yesterday regarding the Southern Cross. A search in the Forrest river region was fruitless, and a report that the plane had come down in the region of Northern Bluff, north-west of Cambridge Gulf, gained credence, and though the report was false, a search was organised and it was hoped to have news soon. (702, 495, 831, 588)
table-cell: N.W. (260, 1739, 276, 1749)
table-cell: 61 (293, 1802, 301, 1812)
personal-item: Constable J. R. Williamson, of Christchurch, who has been spending the week-end with his parents, Mr and Mrs D. Williamson, "Longueville," Corry's Avenue, Napier, returned to Christchurch this morning. (193, 581, 302, 646)
stations-body (193, 1685, 302, 1829)
personal-item: Mr W. Nash, of Wellington, son of Mr W. Nash, the national secretary of the Labour Party, has taken up residence in Napier. (193, 272, 302, 309)
right-subcolumn-lower (835, 832, 970, 1473)
hail-credit: Per Press Association. (732, 896, 801, 906)
weather-subheading: CLOUDY AND UNSETTLED. (219, 1399, 276, 1418)
hail-paragraph: Such sympathy naturally went out to the people who were affected by such unexpected happenings, but there would be a very big gap if the Government countenanced general provision for the destruction of property. Steps should be taken before hand by those likely to be affected by unforeseen occurrences to protect themselves in the event of such misfortunes. (702, 1142, 831, 1244)
table-cell: E. (269, 1757, 276, 1767)
nazol-advert: Mothers! Protect your children from coughs and colds this Winter. Put a few drops of "Nazol" on their handkerchiefs every morning. It will protect them for the whole day. 60 doses for 1/6. Woods' Great Peppermint Cure First aid for coughs, colds, influenza, ailments. (837, 1403, 966, 1468)
butter-paragraph: The butter market remains disappointing. Traders were hoping that an improvement would come after the Easter holidays, but the hopes have not been realised. This is largely due to the weakness of the Continental markets, especially Germany, where production is reported to be 20 per cent. in excess of the corresponding period in 1928. Consequently, the Danish and Continental supplies are finally coming to enter the market, and the surplus production of Germany is shipped here, with the result that prices have not improved. (978, 621, 1110, 760)
flood-paragraph: The Tamar is in record flood, the wharves being four feet under water. Houses vacated in the afternoon were inundated to the tops of the walls. (311, 321, 562, 340)
sub-paragraph: Holden, in the Canberra, has arrived at Alice Springs, and is expected at Wyndham to-morrow night. Anderson, in the monoplane, left Richmond this morning for Broken Hill, a flying range of 1100 miles. Anderson has no excellent knowledge of the country. (837, 720, 966, 785)
hailstorm-heading: HAILSTORM RELIEF (704, 837, 828, 850)
ship-credit: Australian Press Association. (Received This Day, 1 p.m.) (841, 1239, 962, 1258)
news-paragraph: The Napier Bowling Association intends to cater for emergencies and for this reason has arranged with Mr. P. Murphy to open a school near Mr. Hayne's brickyard. Lessons will commence at 7 p.m. sharp each evening. Terms will be supplied by Mr. Murphy. Provided suitable arrangements can be made a tournament will be run every second Saturday evening, possibly in the Municipal Theatre. Patrons will have an opportunity to look forward to this year and the membership of the association is likely to be very considerably increased under the circumstances. (4, 741, 184, 843)
sc-paragraph: Search parties have been sent out from the mission and Walcott Inlet. (707, 242, 929, 252)
personal-item: Miss E. Pellow returned to Waipawa on Saturday evening from Wellington, where she spent the Easter vacation. (193, 190, 302, 228)
homeless-headline: THREE THOUSAND HOMELESS (359, 168, 514, 202)
